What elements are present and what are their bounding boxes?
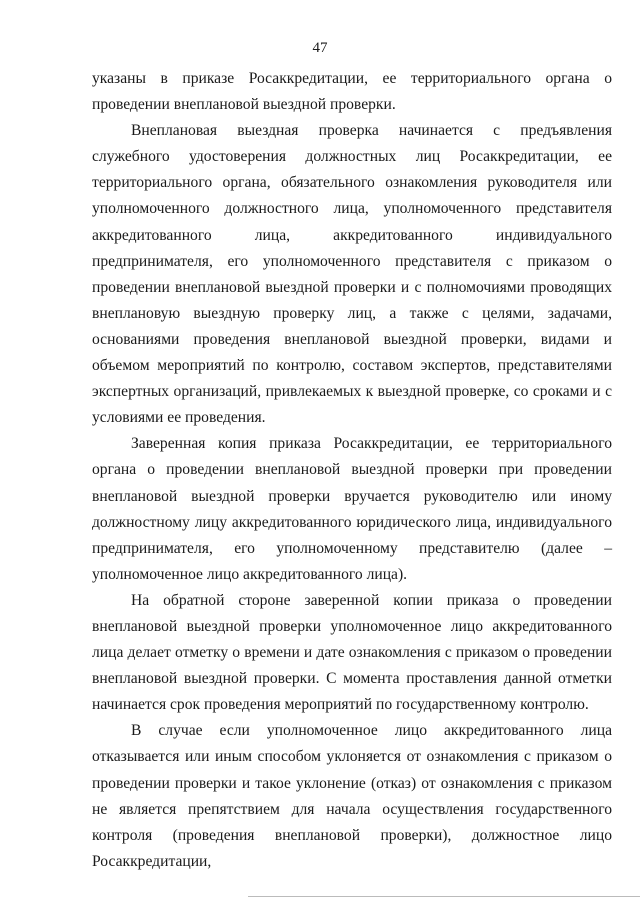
paragraph-continuation: указаны в приказе Росаккредитации, ее территориального органа о проведении внеплановой выездной проверки. <box>92 70 612 114</box>
scan-edge-line <box>248 896 640 897</box>
page-number: 47 <box>312 40 328 56</box>
paragraph-acknowledgement-mark: На обратной стороне заверенной копии приказа о проведении внеплановой выездной проверки уполномоченное лицо аккредитованного лица делает отметку о времени и дате ознакомления с приказом о проведении внеплановой выездной проверки. С момента проставления данной отметки начинается срок проведения мероприятий по государственному контролю. <box>92 591 612 714</box>
paragraph-inspection-start: Внеплановая выездная проверка начинается с предъявления служебного удостоверения должностных лиц Росаккредитации, ее территориального органа, обязательного ознакомления руководителя или уполномоченного должностного лица, уполномоченного представителя аккредитованного лица, аккредитованного индивидуального предпринимателя, его уполномоченного представителя с приказом о проведении внеплановой выездной проверки и с полномочиями проводящих внеплановую выездную проверку лиц, а также с целями, задачами, основаниями проведения внеплановой выездной проверки, видами и объемом мероприятий по контролю, составом экспертов, представителями экспертных организаций, привлекаемых к выездной проверке, со сроками и с условиями ее проведения. <box>92 122 612 427</box>
paragraph-refusal-case: В случае если уполномоченное лицо аккредитованного лица отказывается или иным способом уклоняется от ознакомления с приказом о проведении проверки и такое уклонение (отказ) от ознакомления с приказом не является препятствием для начала осуществления государственного контроля (проведения внеплановой проверки), должностное лицо Росаккредитации, <box>92 722 612 870</box>
paragraph-order-copy: Заверенная копия приказа Росаккредитации, ее территориального органа о проведении внеплановой выездной проверки при проведении внеплановой выездной проверки вручается руководителю или иному должностному лицу аккредитованного юридического лица, индивидуального предпринимателя, его уполномоченному представителю (далее – уполномоченное лицо аккредитованного лица). <box>92 435 612 583</box>
document-body <box>92 66 612 875</box>
